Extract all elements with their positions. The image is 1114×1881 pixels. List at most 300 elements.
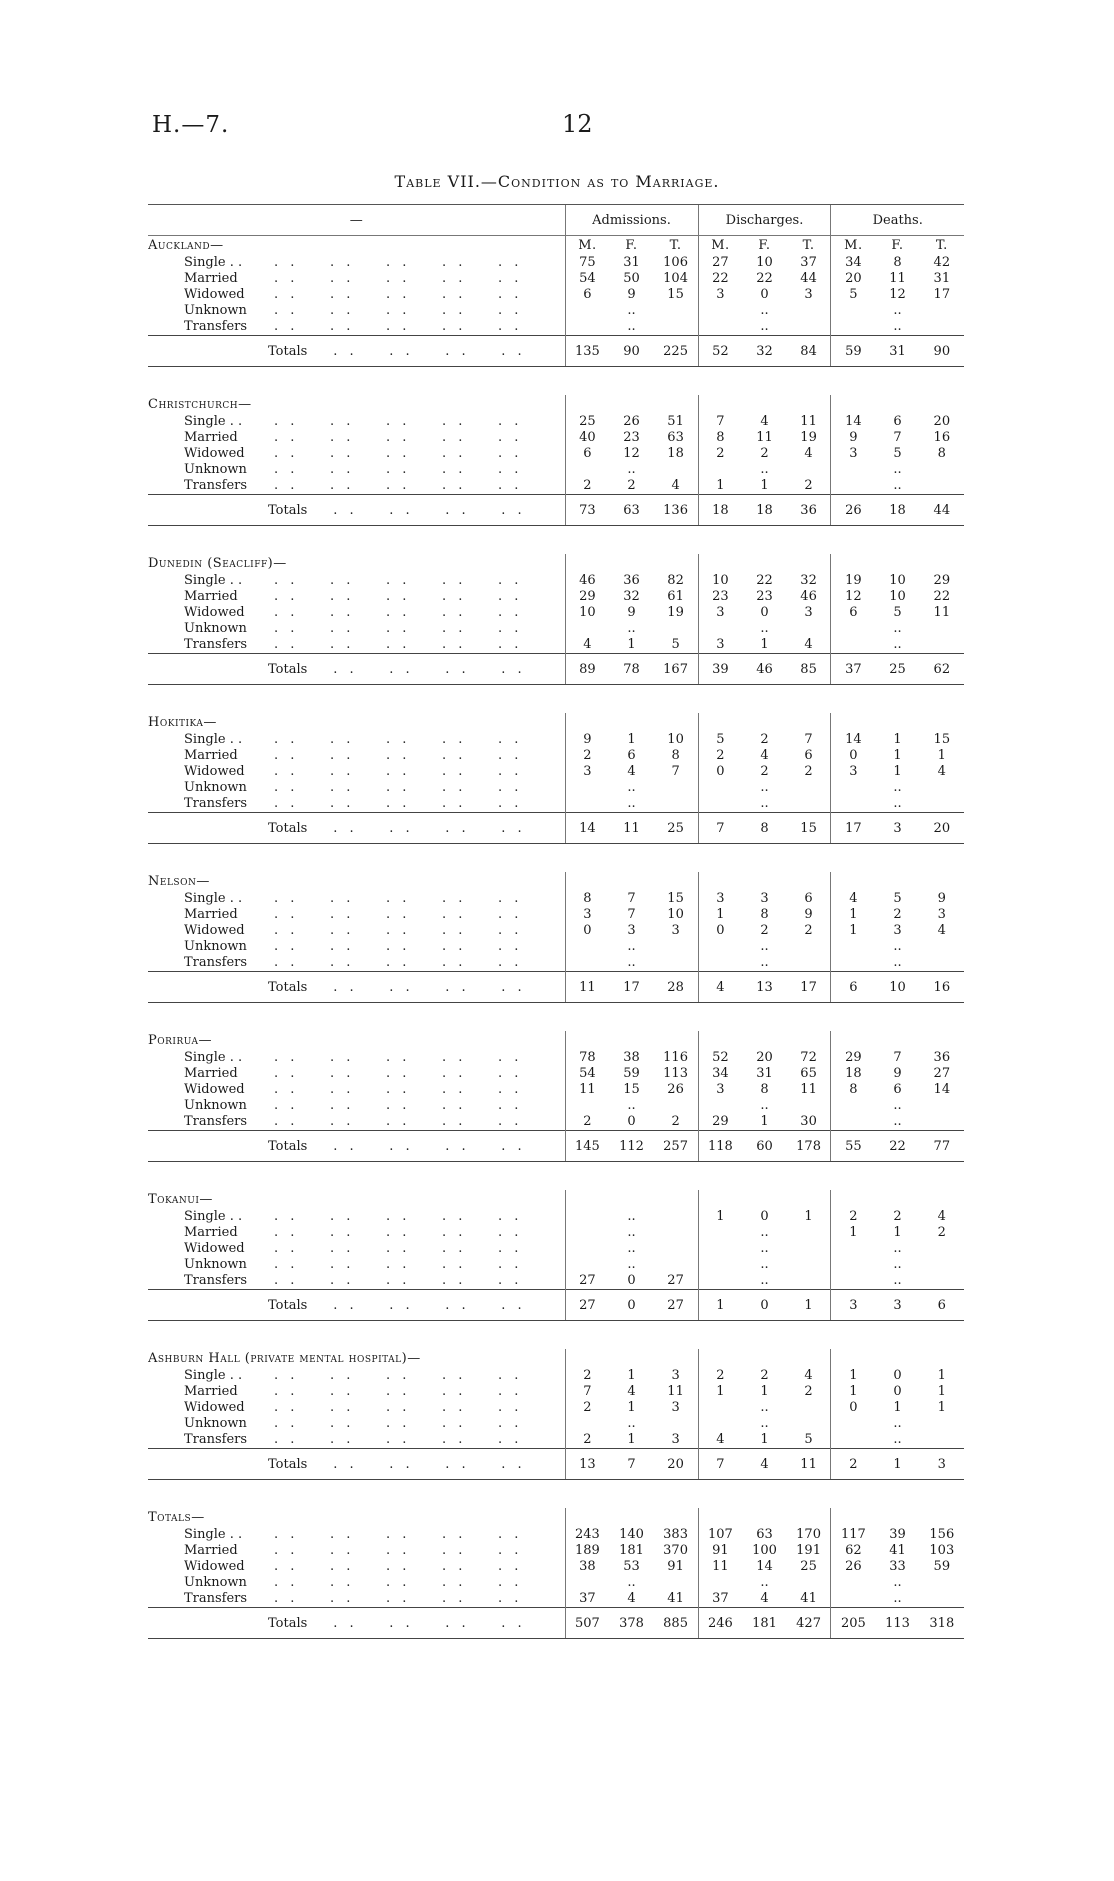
totals-label-cell (148, 1131, 565, 1162)
total-cell: 4 (698, 972, 742, 1003)
leader-dots (274, 939, 554, 955)
heading-cell (654, 1508, 698, 1527)
totals-label: Totals (268, 979, 308, 995)
value-cell: .. (893, 796, 902, 811)
value-cell: 2 (804, 1384, 813, 1399)
value-cell (565, 1209, 609, 1225)
leader-dot: . . (389, 1138, 414, 1154)
value-cell: .. (627, 303, 636, 318)
leader-dots (274, 414, 554, 430)
value-cell (787, 780, 831, 796)
leader-dot: . . (442, 1098, 467, 1113)
row-label: Single . . (184, 1050, 243, 1065)
totals-row (148, 654, 964, 685)
heading-cell (787, 1031, 831, 1050)
leader-dot: . . (498, 430, 523, 445)
value-cell: 12 (889, 287, 906, 302)
row-label: Single . . (184, 732, 243, 747)
leader-dot: . . (330, 1527, 355, 1542)
value-cell: 116 (663, 1050, 688, 1065)
row-label-cell (148, 1384, 565, 1400)
leader-dot: . . (386, 1368, 411, 1383)
leader-dot: . . (498, 1432, 523, 1447)
leader-dots (274, 605, 554, 621)
leader-dots (274, 319, 554, 335)
leader-dots (274, 271, 554, 287)
leader-dot: . . (389, 1297, 414, 1313)
value-cell: 11 (800, 414, 817, 429)
leader-dots (274, 478, 554, 494)
heading-cell (698, 554, 742, 573)
value-cell: .. (627, 780, 636, 795)
heading-cell (609, 1190, 653, 1209)
value-cell: 3 (698, 637, 742, 654)
value-cell: 54 (565, 1066, 609, 1082)
leader-dot: . . (442, 1066, 467, 1081)
table-row (148, 1273, 964, 1290)
total-cell: 31 (875, 336, 919, 367)
value-cell: 1 (698, 907, 742, 923)
heading-cell: T. (802, 238, 815, 253)
value-cell: 23 (756, 589, 773, 604)
leader-dot: . . (330, 478, 355, 493)
leader-dot: . . (498, 1257, 523, 1272)
leader-dot: . . (442, 605, 467, 620)
total-cell: 4 (742, 1449, 786, 1480)
table-row (148, 1368, 964, 1384)
row-label-cell (148, 621, 565, 637)
value-cell: 10 (756, 255, 773, 270)
institution-name: Nelson— (148, 874, 210, 889)
institution-name: Tokanui— (148, 1192, 213, 1207)
leader-dot: . . (386, 605, 411, 620)
value-cell (654, 1209, 698, 1225)
value-cell: 9 (831, 430, 875, 446)
value-cell (654, 955, 698, 972)
leader-dot: . . (386, 1209, 411, 1224)
totals-label: Totals (268, 1138, 308, 1154)
leader-dot: . . (445, 343, 470, 359)
value-cell: 22 (756, 271, 773, 286)
value-cell (831, 637, 875, 654)
institution-heading-row (148, 872, 964, 891)
leader-dots (274, 1225, 554, 1241)
leader-dot: . . (386, 780, 411, 795)
heading-cell (609, 872, 653, 891)
value-cell: 5 (893, 891, 902, 906)
heading-cell (565, 1508, 609, 1527)
value-cell: 2 (760, 446, 769, 461)
leader-dot: . . (498, 414, 523, 429)
leader-dot: . . (274, 255, 299, 270)
leader-dot: . . (274, 573, 299, 588)
total-cell: 145 (565, 1131, 609, 1162)
leader-dot: . . (330, 462, 355, 477)
value-cell: 40 (565, 430, 609, 446)
value-cell: 4 (760, 748, 769, 763)
heading-cell (920, 1508, 964, 1527)
value-cell: .. (893, 1098, 902, 1113)
total-cell: 8 (742, 813, 786, 844)
leader-dot: . . (498, 923, 523, 938)
heading-cell (742, 1508, 786, 1527)
heading-cell (787, 1349, 831, 1368)
leader-dots (274, 796, 554, 812)
value-cell: 2 (760, 732, 769, 747)
leader-dot: . . (498, 589, 523, 604)
leader-dots (274, 1432, 554, 1448)
value-cell (654, 1098, 698, 1114)
value-cell (565, 319, 609, 336)
value-cell: 19 (831, 573, 875, 589)
value-cell: 18 (667, 446, 684, 461)
leader-dot: . . (333, 1456, 358, 1472)
marriage-table-container (148, 204, 964, 1639)
value-cell: 5 (831, 287, 875, 303)
value-cell: 0 (760, 287, 769, 302)
totals-row (148, 1608, 964, 1639)
leader-dot: . . (389, 1456, 414, 1472)
row-label: Transfers (184, 319, 248, 334)
leader-dot: . . (442, 891, 467, 906)
value-cell (698, 1575, 742, 1591)
value-cell: 1 (937, 1400, 946, 1415)
heading-cell (698, 1508, 742, 1527)
leader-dot: . . (442, 939, 467, 954)
leader-dot: . . (386, 478, 411, 493)
value-cell: 5 (698, 732, 742, 748)
table-row (148, 907, 964, 923)
heading-cell (654, 554, 698, 573)
value-cell: 3 (627, 923, 636, 938)
row-label-cell (148, 1273, 565, 1290)
heading-cell (698, 1349, 742, 1368)
total-cell: 507 (565, 1608, 609, 1639)
heading-cell (875, 1508, 919, 1527)
section-gap (148, 367, 964, 396)
heading-cell (831, 1031, 875, 1050)
leader-dot: . . (330, 430, 355, 445)
table-row (148, 939, 964, 955)
value-cell: 3 (671, 1368, 680, 1383)
leader-dot: . . (498, 1400, 523, 1415)
value-cell: 2 (698, 1368, 742, 1384)
leader-dot: . . (386, 1527, 411, 1542)
heading-cell: T. (935, 238, 948, 253)
leader-dot: . . (330, 573, 355, 588)
table-row (148, 1432, 964, 1449)
row-label-cell (148, 796, 565, 813)
heading-cell (875, 1349, 919, 1368)
leader-dot: . . (442, 1114, 467, 1129)
table-row (148, 891, 964, 907)
value-cell: 8 (698, 430, 742, 446)
total-cell: 167 (654, 654, 698, 685)
leader-dot: . . (498, 1209, 523, 1224)
value-cell (565, 303, 609, 319)
heading-cell (698, 1190, 742, 1209)
value-cell: 0 (893, 1368, 902, 1383)
value-cell: .. (893, 939, 902, 954)
row-label: Transfers (184, 1591, 248, 1606)
value-cell: 2 (937, 1225, 946, 1240)
table-row (148, 1384, 964, 1400)
total-cell: 77 (920, 1131, 964, 1162)
value-cell: 1 (627, 637, 636, 652)
value-cell (565, 1098, 609, 1114)
leader-dot: . . (386, 732, 411, 747)
table-row (148, 430, 964, 446)
row-label-cell (148, 1432, 565, 1449)
value-cell: 54 (565, 271, 609, 287)
section-gap (148, 1162, 964, 1191)
heading-cell (875, 554, 919, 573)
value-cell: .. (760, 1273, 769, 1288)
value-cell: 27 (667, 1273, 684, 1288)
leader-dot: . . (274, 1273, 299, 1288)
value-cell: 22 (698, 271, 742, 287)
leader-dots (274, 1416, 554, 1432)
value-cell: 14 (831, 414, 875, 430)
total-cell: 378 (609, 1608, 653, 1639)
value-cell: .. (760, 1416, 769, 1431)
leader-dots (274, 1241, 554, 1257)
value-cell: .. (893, 319, 902, 334)
total-cell: 78 (609, 654, 653, 685)
value-cell (787, 1098, 831, 1114)
leader-dot: . . (442, 462, 467, 477)
section-gap (148, 1480, 964, 1509)
leader-dot: . . (330, 780, 355, 795)
row-label: Single . . (184, 1368, 243, 1383)
table-row (148, 414, 964, 430)
value-cell: 0 (698, 764, 742, 780)
leader-dot: . . (389, 661, 414, 677)
value-cell: .. (760, 955, 769, 970)
total-cell: 62 (920, 654, 964, 685)
value-cell: .. (893, 1416, 902, 1431)
leader-dot: . . (389, 343, 414, 359)
leader-dot: . . (330, 1209, 355, 1224)
value-cell: 0 (565, 923, 609, 939)
value-cell: 1 (698, 478, 742, 495)
value-cell (831, 319, 875, 336)
value-cell: .. (893, 462, 902, 477)
value-cell: 10 (698, 573, 742, 589)
institution-name: Auckland— (148, 238, 224, 253)
value-cell (831, 1098, 875, 1114)
leader-dot: . . (274, 939, 299, 954)
value-cell: 4 (760, 1591, 769, 1606)
row-label: Married (184, 907, 238, 922)
leader-dot: . . (274, 605, 299, 620)
leader-dot: . . (442, 1368, 467, 1383)
value-cell (654, 319, 698, 336)
leader-dot: . . (386, 462, 411, 477)
leader-dot: . . (330, 637, 355, 652)
value-cell: 2 (671, 1114, 680, 1129)
totals-label-cell (148, 1449, 565, 1480)
value-cell (698, 955, 742, 972)
leader-dot: . . (386, 1273, 411, 1288)
leader-dot: . . (501, 979, 526, 995)
value-cell (654, 780, 698, 796)
value-cell: 2 (760, 1368, 769, 1383)
row-label-cell (148, 573, 565, 589)
value-cell: 8 (760, 1082, 769, 1097)
value-cell: 7 (627, 907, 636, 922)
value-cell: 46 (565, 573, 609, 589)
value-cell (654, 939, 698, 955)
total-cell: 318 (920, 1608, 964, 1639)
leader-dot: . . (501, 820, 526, 836)
leader-dot: . . (442, 780, 467, 795)
value-cell (920, 780, 964, 796)
heading-cell (787, 554, 831, 573)
value-cell: 27 (565, 1273, 609, 1290)
value-cell: 5 (671, 637, 680, 652)
leader-dot: . . (330, 939, 355, 954)
row-label-cell (148, 430, 565, 446)
value-cell: 4 (671, 478, 680, 493)
value-cell: 11 (756, 430, 773, 445)
table-row (148, 1543, 964, 1559)
row-label-cell (148, 1114, 565, 1131)
value-cell: .. (760, 303, 769, 318)
leader-dot: . . (442, 955, 467, 970)
total-cell: 16 (920, 972, 964, 1003)
total-cell: 17 (609, 972, 653, 1003)
value-cell: .. (760, 1400, 769, 1415)
table-row (148, 446, 964, 462)
value-cell: 41 (667, 1591, 684, 1606)
table-row (148, 255, 964, 271)
leader-dot: . . (274, 1098, 299, 1113)
value-cell: 1 (627, 1368, 636, 1383)
leader-dot: . . (274, 796, 299, 811)
heading-cell: M. (831, 236, 875, 256)
leader-dot: . . (330, 287, 355, 302)
row-label: Widowed (184, 1082, 245, 1097)
heading-cell: M. (565, 236, 609, 256)
leader-dot: . . (501, 1456, 526, 1472)
leader-dots (274, 430, 554, 446)
totals-label-cell (148, 336, 565, 367)
total-cell: 15 (787, 813, 831, 844)
value-cell: 181 (619, 1543, 644, 1558)
leader-dot: . . (442, 1575, 467, 1590)
value-cell: 37 (698, 1591, 742, 1608)
value-cell (698, 1257, 742, 1273)
total-cell: 20 (920, 813, 964, 844)
totals-label-cell (148, 654, 565, 685)
leader-dot: . . (274, 414, 299, 429)
leader-dot: . . (498, 1273, 523, 1288)
total-cell: 205 (831, 1608, 875, 1639)
leader-dot: . . (274, 1384, 299, 1399)
leader-dot: . . (501, 1297, 526, 1313)
leader-dot: . . (498, 1543, 523, 1558)
heading-cell (654, 395, 698, 414)
leader-dot: . . (386, 1400, 411, 1415)
leader-dot: . . (442, 1527, 467, 1542)
leader-dot: . . (498, 907, 523, 922)
value-cell: 4 (565, 637, 609, 654)
value-cell: 3 (671, 923, 680, 938)
leader-dot: . . (442, 907, 467, 922)
value-cell: 42 (933, 255, 951, 270)
leader-dots (274, 1543, 554, 1559)
value-cell: .. (893, 1273, 902, 1288)
total-cell: 28 (654, 972, 698, 1003)
total-cell: 90 (920, 336, 964, 367)
value-cell (831, 955, 875, 972)
totals-row (148, 1449, 964, 1480)
heading-cell (787, 1508, 831, 1527)
leader-dot: . . (442, 1416, 467, 1431)
value-cell: 15 (667, 287, 684, 302)
leader-dot: . . (330, 446, 355, 461)
leader-dot: . . (386, 589, 411, 604)
row-label: Widowed (184, 287, 245, 302)
total-cell: 89 (565, 654, 609, 685)
total-cell: 7 (609, 1449, 653, 1480)
row-label: Single . . (184, 1527, 243, 1542)
total-cell: 3 (875, 813, 919, 844)
leader-dot: . . (445, 1615, 470, 1631)
value-cell: 10 (889, 589, 906, 604)
leader-dots (333, 344, 557, 359)
value-cell (787, 1575, 831, 1591)
value-cell: 72 (800, 1050, 817, 1065)
value-cell: 104 (663, 271, 688, 286)
total-cell: 22 (875, 1131, 919, 1162)
total-cell: 3 (875, 1290, 919, 1321)
leader-dot: . . (274, 732, 299, 747)
heading-cell (831, 1190, 875, 1209)
total-cell: 18 (875, 495, 919, 526)
leader-dot: . . (330, 1543, 355, 1558)
total-cell: 84 (787, 336, 831, 367)
value-cell: 4 (937, 1209, 946, 1224)
value-cell: 2 (760, 764, 769, 779)
value-cell: 7 (671, 764, 680, 779)
leader-dot: . . (442, 1559, 467, 1574)
leader-dots (274, 1591, 554, 1607)
value-cell (787, 319, 831, 336)
marriage-table (148, 204, 964, 1639)
leader-dot: . . (386, 287, 411, 302)
row-label: Single . . (184, 414, 243, 429)
value-cell: .. (627, 1241, 636, 1256)
value-cell (654, 1257, 698, 1273)
leader-dot: . . (274, 303, 299, 318)
total-cell: 11 (787, 1449, 831, 1480)
value-cell (831, 1114, 875, 1131)
leader-dot: . . (274, 478, 299, 493)
value-cell (831, 939, 875, 955)
value-cell (920, 621, 964, 637)
leader-dot: . . (386, 891, 411, 906)
value-cell: .. (627, 1098, 636, 1113)
leader-dot: . . (445, 1456, 470, 1472)
leader-dot: . . (442, 271, 467, 286)
total-cell: 59 (831, 336, 875, 367)
leader-dot: . . (442, 1543, 467, 1558)
value-cell: 78 (565, 1050, 609, 1066)
table-row (148, 796, 964, 813)
leader-dot: . . (498, 732, 523, 747)
